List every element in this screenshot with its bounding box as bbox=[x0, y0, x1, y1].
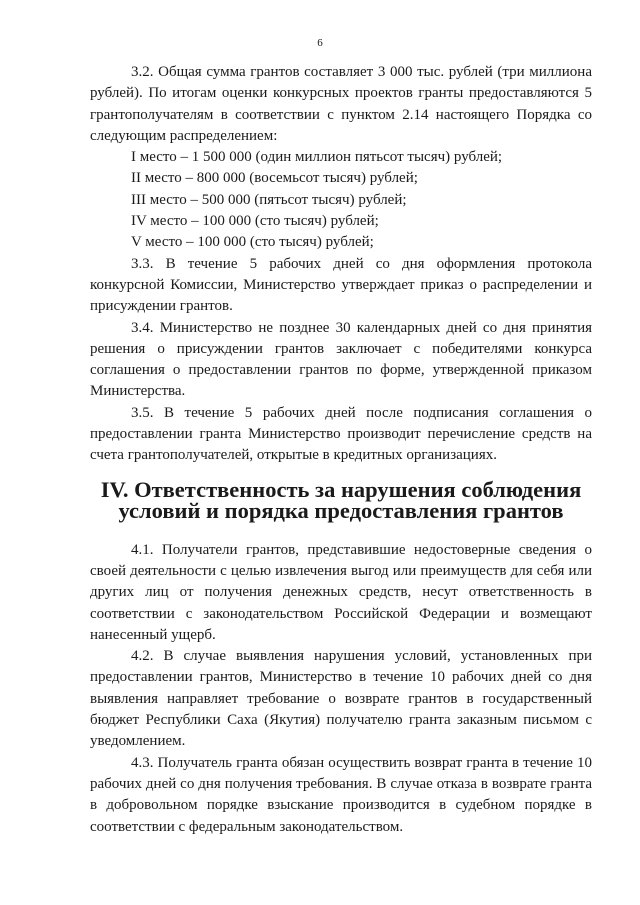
list-item-place-3: III место – 500 000 (пятьсот тысяч) рублей; bbox=[131, 191, 407, 208]
document-body bbox=[90, 62, 592, 838]
list-item-place-4: IV место – 100 000 (сто тысяч) рублей; bbox=[131, 213, 379, 230]
section-heading bbox=[90, 476, 592, 523]
paragraph-3-4: 3.4. Министерство не позднее 30 календарных дней со дня принятия решения о присуждении грантов заключает с победителями конкурса соглашения о предоставлении грантов по форме, утвержденной приказом Министерства. bbox=[90, 319, 592, 400]
list-item-place-5: V место – 100 000 (сто тысяч) рублей; bbox=[131, 234, 374, 251]
paragraph-3-5: 3.5. В течение 5 рабочих дней после подписания соглашения о предоставлении гранта Министерство производит перечисление средств на счета грантополучателей, открытые в кредитных организациях. bbox=[90, 404, 592, 464]
paragraph-3-3: 3.3. В течение 5 рабочих дней со дня оформления протокола конкурсной Комиссии, Министерство утверждает приказ о распределении и присуждении грантов. bbox=[90, 255, 592, 315]
section-heading-line-2: условий и порядка предоставления грантов bbox=[118, 497, 564, 523]
grant-places-list bbox=[90, 147, 592, 253]
paragraph-3-2: 3.2. Общая сумма грантов составляет 3 000 тыс. рублей (три миллиона рублей). По итогам оценки конкурсных проектов гранты предоставляются 5 грантополучателям в соответствии с пунктом 2.14 настоящего Порядка со следующим распределением: bbox=[90, 64, 592, 144]
paragraph-4-3: 4.3. Получатель гранта обязан осуществить возврат гранта в течение 10 рабочих дней со дня получения требования. В случае отказа в возврате гранта в добровольном порядке взыскание производится в судебном порядке в соответствии с федеральным законодательством. bbox=[90, 754, 592, 835]
page-number: 6 bbox=[317, 37, 323, 49]
paragraph-4-2: 4.2. В случае выявления нарушения условий, установленных при предоставлении грантов, Министерство в течение 10 рабочих дней со дня выявления направляет требование о возврате грантов в государственный бюджет Республики Саха (Якутия) получателю гранта заказным письмом с уведомлением. bbox=[90, 648, 592, 750]
list-item-place-2: II место – 800 000 (восемьсот тысяч) рублей; bbox=[131, 170, 418, 187]
section-heading-line-1: IV. Ответственность за нарушения соблюдения bbox=[100, 476, 582, 502]
list-item-place-1: I место – 1 500 000 (один миллион пятьсот тысяч) рублей; bbox=[131, 149, 503, 166]
paragraph-4-1: 4.1. Получатели грантов, представившие недостоверные сведения о своей деятельности с целью извлечения выгод или преимуществ для себя или других лиц от получения денежных средств, несут ответственность в соответствии с законодательством Российской Федерации и возмещают нанесенный ущерб. bbox=[90, 541, 592, 643]
